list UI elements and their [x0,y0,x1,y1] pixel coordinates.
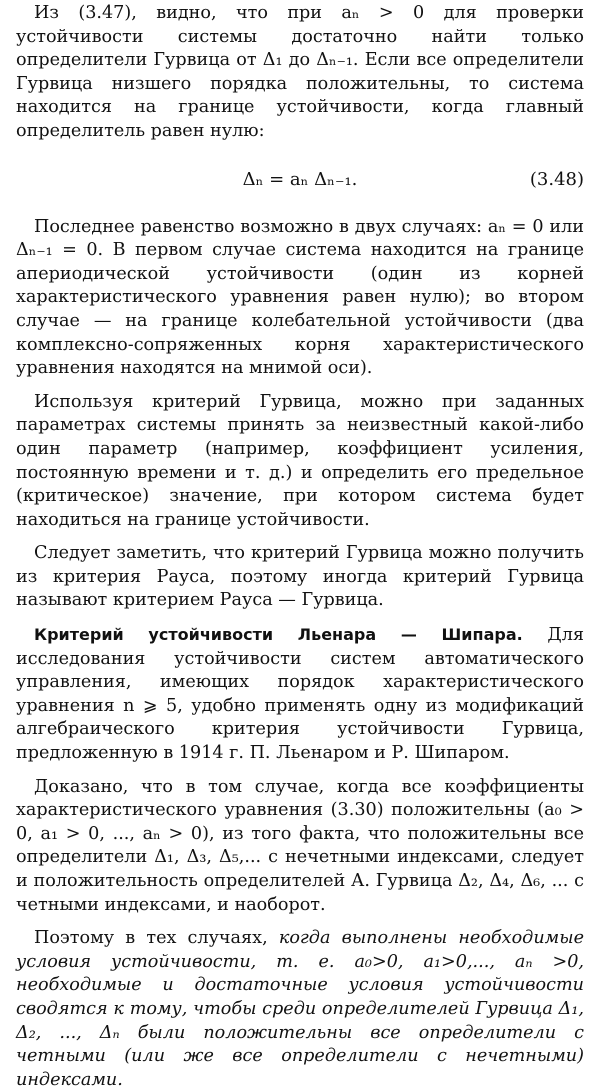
paragraph-critical-parameter: Используя критерий Гурвица, можно при заданных параметрах системы принять за неизвестный какой-либо один параметр (например, коэффициент усиления, постоянную времени и т. д.) и определить его предельное (критическое) значение, при котором система будет находиться на границе устойчивости. [16,391,584,530]
paragraph-stability-lead: Поэтому в тех случаях, [34,928,279,949]
equation-3-48: Δₙ = aₙ Δₙ₋₁. [242,168,358,190]
paragraph-hurwitz-boundary: Из (3.47), видно, что при aₙ > 0 для проверки устойчивости системы достаточно найти только определители Гурвица от Δ₁ до Δₙ₋₁. Если все определители Гурвица низшего порядка положительны, то система находится на границе устойчивости, когда главный определитель равен нулю: [16,3,584,141]
paragraph-lienard-chipart [16,623,584,766]
paragraph-two-cases: Последнее равенство возможно в двух случаях: aₙ = 0 или Δₙ₋₁ = 0. В первом случае система находится на границе апериодической устойчивости (один из корней характеристического уравнения равен нулю); во втором случае — на границе колебательной устойчивости (два комплексно-сопряженных корня характеристического уравнения находятся на мнимой оси). [16,216,584,379]
equation-row [16,154,584,208]
paragraph-lienard-chipart-body: Для исследования устойчивости систем автоматического управления, имеющих порядок характеристического уравнения n ⩾ 5, удобно применять одну из модификаций алгебраического критерия устойчивости Гурвица, предложенную в 1914 г. П. Льенаром и Р. Шипаром. [16,625,584,764]
section-heading-lienard-chipart: Критерий устойчивости Льенара — Шипара. [34,625,523,645]
equation-number: (3.48) [529,168,584,190]
paragraph-routh-hurwitz: Следует заметить, что критерий Гурвица можно получить из критерия Рауса, поэтому иногда критерий Гурвица называют критерием Рауса — Гурвица. [16,543,584,611]
paragraph-stability-italic: когда выполнены необходимые условия устойчивости, т. е. a₀>0, a₁>0,..., aₙ >0, необходимые и достаточные условия устойчивости сводятся к тому, чтобы среди определителей Гурвица Δ₁, Δ₂, ..., Δₙ были положительны все определители с четными (или же все определители с нечетными) индексами. [16,928,584,1090]
paragraph-odd-even-determinants: Доказано, что в том случае, когда все коэффициенты характеристического уравнения (3.30) положительны (a₀ > 0, a₁ > 0, ..., aₙ > 0), из того факта, что положительны все определители Δ₁, Δ₃, Δ₅,... с нечетными индексами, следует и положительность определителей А. Гурвица Δ₂, Δ₄, Δ₆, ... с четными индексами, и наоборот. [16,776,584,915]
paragraph-stability-conditions [16,927,584,1092]
